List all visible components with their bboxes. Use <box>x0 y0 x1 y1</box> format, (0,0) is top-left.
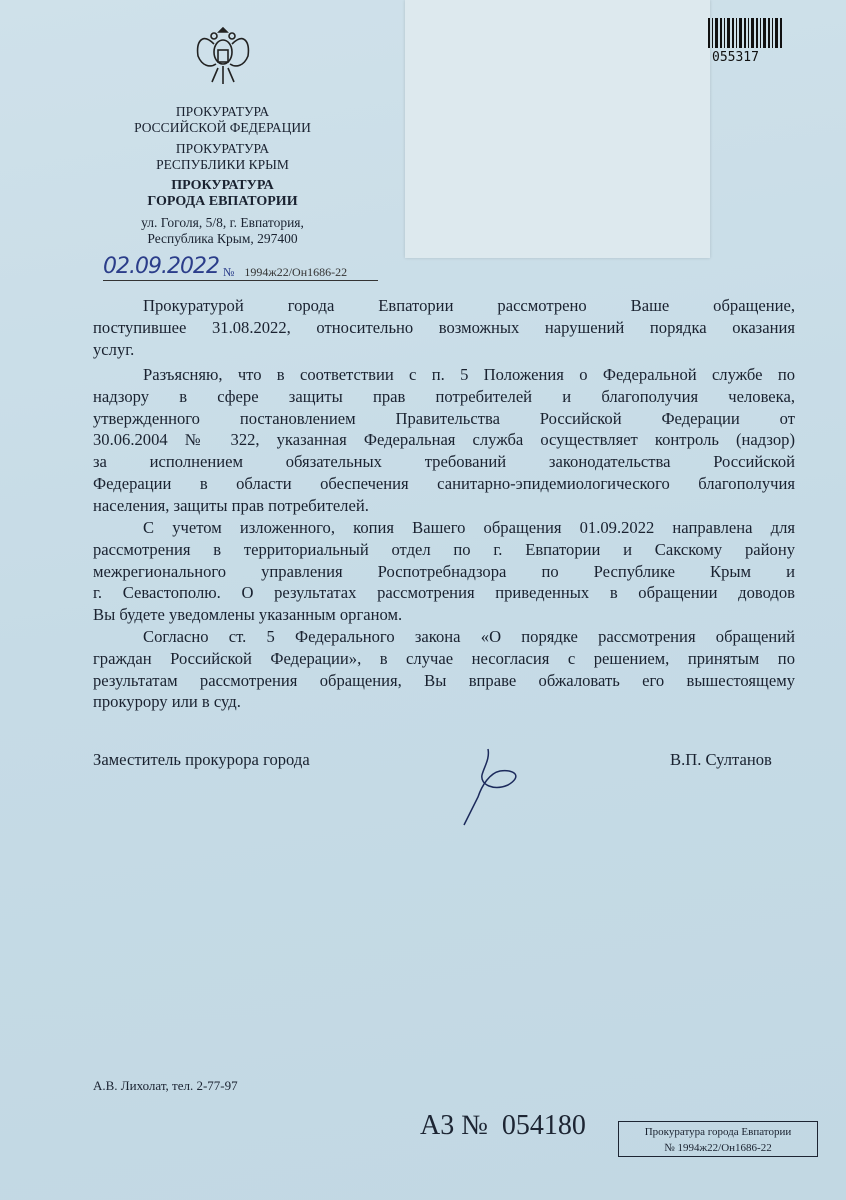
text-line: результатам рассмотрения обращения, Вы вправе обжаловать его вышестоящему <box>93 670 795 690</box>
text-line: рассмотрения в территориальный отдел по г. Евпатории и Сакскому району <box>93 539 795 559</box>
registration-stamp <box>618 1121 818 1157</box>
stamp-line: № 1994ж22/Он1686-22 <box>664 1142 772 1154</box>
text-line: Вы будете уведомлены указанным органом. <box>93 605 403 625</box>
text-line: прокурору или в суд. <box>93 692 241 712</box>
text-line: г. Севастополю. О результатах рассмотрения приведенных в обращении доводов <box>93 583 795 603</box>
form-serial-number: А3 № 054180 <box>420 1110 586 1141</box>
header-line: РЕСПУБЛИКИ КРЫМ <box>156 157 289 172</box>
header-line: ГОРОДА ЕВПАТОРИИ <box>147 194 298 209</box>
paragraph <box>93 517 795 626</box>
address-line: ул. Гоголя, 5/8, г. Евпатория, <box>141 215 304 230</box>
text-line: граждан Российской Федерации», в случае несогласия с решением, принятым по <box>93 648 795 668</box>
text-line: С учетом изложенного, копия Вашего обращения 01.09.2022 направлена для <box>143 518 795 537</box>
signatory-name: В.П. Султанов <box>670 750 772 769</box>
paper-sticker <box>405 0 710 258</box>
handwritten-signature <box>460 745 530 830</box>
paragraph <box>93 626 795 713</box>
text-line: Разъясняю, что в соответствии с п. 5 Положения о Федеральной службе по <box>143 365 795 384</box>
header-line: ПРОКУРАТУРА <box>175 104 270 119</box>
header-line: РОССИЙСКОЙ ФЕДЕРАЦИИ <box>134 120 311 135</box>
text-line: населения, защиты прав потребителей. <box>93 495 369 515</box>
header-line: ПРОКУРАТУРА <box>171 178 274 193</box>
paragraph <box>93 295 795 360</box>
text-line: утвержденного постановлением Правительства Российской Федерации от <box>93 408 795 428</box>
signatory-title: Заместитель прокурора города <box>93 750 310 769</box>
stamp-line: Прокуратура города Евпатории <box>644 1126 792 1138</box>
text-line: услуг. <box>93 339 135 359</box>
text-line: надзору в сфере защиты прав потребителей и благополучия человека, <box>93 386 795 406</box>
address-line: Республика Крым, 297400 <box>147 231 298 246</box>
barcode <box>708 18 784 48</box>
letterhead <box>100 22 345 247</box>
text-line: межрегионального управления Роспотребнадзора по Республике Крым и <box>93 561 795 581</box>
header-line: ПРОКУРАТУРА <box>175 141 270 156</box>
text-line: Согласно ст. 5 Федерального закона «О порядке рассмотрения обращений <box>143 627 795 646</box>
executor-info: А.В. Лихолат, тел. 2-77-97 <box>93 1078 238 1093</box>
number-sign: № <box>222 265 235 279</box>
registration-number: 1994ж22/Он1686-22 <box>244 265 348 279</box>
text-line: за исполнением обязательных требований законодательства Российской <box>93 452 795 472</box>
text-line: поступившее 31.08.2022, относительно возможных нарушений порядка оказания <box>93 317 795 337</box>
handwritten-date: 02.09.2022 <box>103 254 219 279</box>
text-line: 30.06.2004 № 322, указанная Федеральная служба осуществляет контроль (надзор) <box>93 430 795 450</box>
text-line: Федерации в области обеспечения санитарно-эпидемиологического благополучия <box>93 473 795 493</box>
barcode-number: 055317 <box>712 50 759 65</box>
text-line: Прокуратурой города Евпатории рассмотрено Ваше обращение, <box>143 296 795 315</box>
registration-line <box>103 252 378 281</box>
paragraph <box>93 364 795 517</box>
coat-of-arms-icon <box>192 22 254 92</box>
